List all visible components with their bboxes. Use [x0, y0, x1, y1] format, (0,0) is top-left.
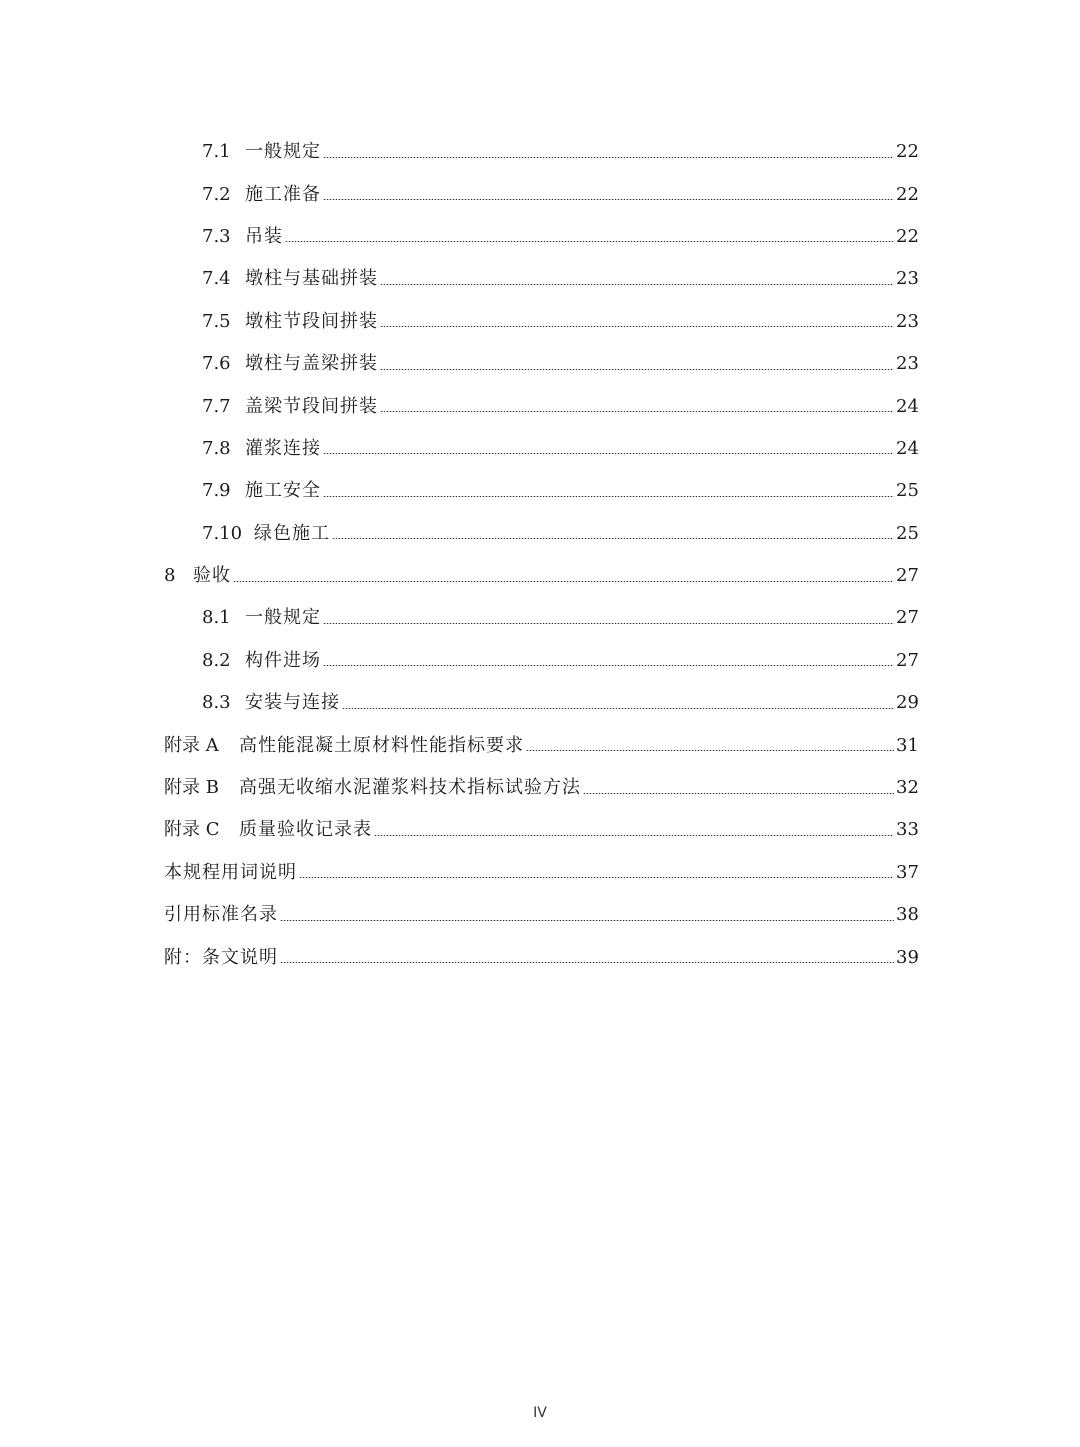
toc-entry-number: 8.2	[202, 649, 231, 671]
toc-entry-number: 7.7	[202, 395, 231, 417]
toc-entry-title: 墩柱与基础拼装	[245, 268, 378, 290]
toc-entry-title: 验收	[193, 565, 231, 587]
toc-entry-page: 22	[896, 141, 919, 163]
toc-entry-title: 施工安全	[245, 480, 321, 502]
toc-entry-title: 附：条文说明	[164, 946, 278, 968]
toc-entry-number: 7.1	[202, 141, 231, 163]
dot-leader	[380, 369, 894, 370]
dot-leader	[323, 199, 894, 200]
toc-entry-page: 25	[896, 480, 919, 502]
dot-leader	[299, 877, 894, 878]
toc-entry-7-7[interactable]	[0, 385, 1080, 427]
toc-entry-8-2[interactable]	[0, 640, 1080, 682]
toc-entry-page: 25	[896, 522, 919, 544]
toc-entry-title: 绿色施工	[254, 522, 330, 544]
toc-entry-clause-explanation[interactable]	[0, 936, 1080, 978]
toc-entry-appendix-a[interactable]	[0, 724, 1080, 766]
toc-entry-number: 7.6	[202, 353, 231, 375]
toc-entry-title: 一般规定	[245, 607, 321, 629]
toc-entry-page: 29	[896, 692, 919, 714]
toc-entry-number: 7.4	[202, 268, 231, 290]
dot-leader	[380, 284, 894, 285]
dot-leader	[323, 453, 894, 454]
dot-leader	[583, 793, 894, 794]
toc-entry-number: 8	[164, 565, 176, 587]
toc-entry-title: 一般规定	[245, 141, 321, 163]
toc-entry-title: 灌浆连接	[245, 437, 321, 459]
dot-leader	[323, 665, 894, 666]
toc-entry-title: 构件进场	[245, 649, 321, 671]
dot-leader	[380, 326, 894, 327]
toc-entry-page: 23	[896, 310, 919, 332]
toc-entry-appendix-c[interactable]	[0, 809, 1080, 851]
dot-leader	[323, 496, 894, 497]
toc-entry-page: 33	[896, 819, 919, 841]
toc-entry-number: 7.10	[202, 522, 243, 544]
toc-entry-7-9[interactable]	[0, 470, 1080, 512]
toc-entry-page: 27	[896, 565, 919, 587]
toc-entry-title: 施工准备	[245, 183, 321, 205]
dot-leader	[526, 750, 894, 751]
toc-entry-title: 高性能混凝土原材料性能指标要求	[239, 734, 524, 756]
toc-entry-title: 质量验收记录表	[239, 819, 372, 841]
toc-entry-page: 22	[896, 225, 919, 247]
toc-entry-7-3[interactable]	[0, 216, 1080, 258]
toc-entry-title: 高强无收缩水泥灌浆料技术指标试验方法	[239, 777, 581, 799]
toc-entry-title: 本规程用词说明	[164, 861, 297, 883]
toc-entry-page: 38	[896, 904, 919, 926]
dot-leader	[323, 623, 894, 624]
toc-entry-number: 8.3	[202, 692, 231, 714]
toc-entry-title: 墩柱节段间拼装	[245, 310, 378, 332]
toc-entry-page: 24	[896, 395, 919, 417]
page-number: IV	[533, 1405, 547, 1421]
dot-leader	[323, 157, 894, 158]
toc-entry-number: 7.3	[202, 225, 231, 247]
toc-entry-number: 附录 A	[164, 734, 219, 756]
toc-entry-number: 7.5	[202, 310, 231, 332]
toc-entry-7-4[interactable]	[0, 258, 1080, 300]
dot-leader	[374, 835, 894, 836]
toc-entry-8-3[interactable]	[0, 682, 1080, 724]
toc-entry-number: 8.1	[202, 607, 231, 629]
toc-entry-page: 24	[896, 437, 919, 459]
toc-entry-7-8[interactable]	[0, 428, 1080, 470]
toc-entry-7-6[interactable]	[0, 343, 1080, 385]
dot-leader	[280, 920, 894, 921]
toc-entry-number: 7.8	[202, 437, 231, 459]
toc-entry-title: 引用标准名录	[164, 904, 278, 926]
toc-entry-number: 附录 B	[164, 777, 219, 799]
toc-entry-page: 32	[896, 777, 919, 799]
dot-leader	[332, 538, 894, 539]
toc-entry-page: 23	[896, 353, 919, 375]
toc-entry-appendix-b[interactable]	[0, 767, 1080, 809]
toc-entry-number: 7.9	[202, 480, 231, 502]
dot-leader	[233, 581, 894, 582]
dot-leader	[380, 411, 894, 412]
toc-entry-title: 墩柱与盖梁拼装	[245, 353, 378, 375]
table-of-contents	[0, 131, 1080, 979]
dot-leader	[285, 241, 894, 242]
toc-entry-7-10[interactable]	[0, 513, 1080, 555]
toc-entry-7-2[interactable]	[0, 173, 1080, 215]
toc-entry-page: 31	[896, 734, 919, 756]
toc-entry-page: 27	[896, 607, 919, 629]
toc-entry-page: 39	[896, 946, 919, 968]
toc-entry-page: 37	[896, 861, 919, 883]
dot-leader	[280, 962, 894, 963]
toc-entry-page: 23	[896, 268, 919, 290]
toc-entry-title: 吊装	[245, 225, 283, 247]
toc-entry-8-1[interactable]	[0, 597, 1080, 639]
dot-leader	[342, 708, 894, 709]
toc-entry-7-1[interactable]	[0, 131, 1080, 173]
toc-entry-chapter-8[interactable]	[0, 555, 1080, 597]
toc-entry-number: 7.2	[202, 183, 231, 205]
toc-entry-number: 附录 C	[164, 819, 220, 841]
toc-entry-page: 27	[896, 649, 919, 671]
toc-entry-title: 盖梁节段间拼装	[245, 395, 378, 417]
toc-entry-referenced-standards[interactable]	[0, 894, 1080, 936]
toc-entry-page: 22	[896, 183, 919, 205]
toc-entry-7-5[interactable]	[0, 301, 1080, 343]
toc-entry-title: 安装与连接	[245, 692, 340, 714]
toc-entry-terms-explanation[interactable]	[0, 852, 1080, 894]
